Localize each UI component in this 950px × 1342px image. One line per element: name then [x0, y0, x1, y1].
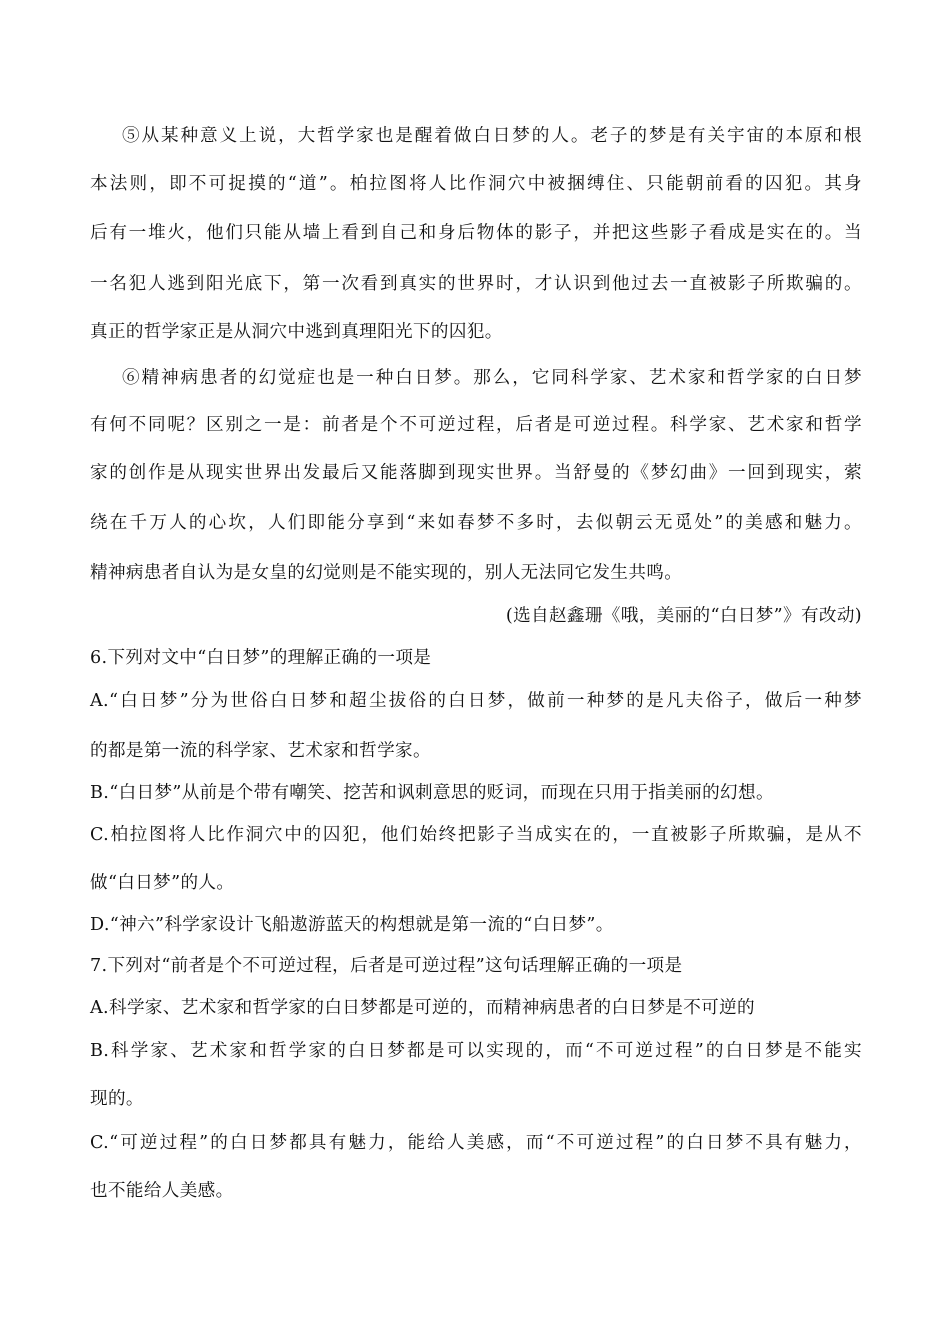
paragraph-5-line: 后有一堆火，他们只能从墙上看到自己和身后物体的影子，并把这些影子看成是实在的。当 — [90, 223, 862, 243]
question-7-option-b: B.科学家、艺术家和哲学家的白日梦都是可以实现的，而“不可逆过程”的白日梦是不能实 — [90, 1041, 862, 1061]
question-7-option-a: A.科学家、艺术家和哲学家的白日梦都是可逆的，而精神病患者的白日梦是不可逆的 — [90, 998, 755, 1018]
paragraph-6-line: 有何不同呢？区别之一是：前者是个不可逆过程，后者是可逆过程。科学家、艺术家和哲学 — [90, 415, 862, 435]
paragraph-5-line: 一名犯人逃到阳光底下，第一次看到真实的世界时，才认识到他过去一直被影子所欺骗的。 — [90, 274, 862, 294]
paragraph-6-line: 精神病患者自认为是女皇的幻觉则是不能实现的，别人无法同它发生共鸣。 — [90, 563, 683, 583]
question-6-option-d: D.“神六”科学家设计飞船遨游蓝天的构想就是第一流的“白日梦”。 — [90, 915, 614, 935]
question-6-option-c: C.柏拉图将人比作洞穴中的囚犯，他们始终把影子当成实在的，一直被影子所欺骗，是从不 — [90, 825, 862, 845]
question-6-option-a: A.“白日梦”分为世俗白日梦和超尘拔俗的白日梦，做前一种梦的是凡夫俗子，做后一种梦 — [90, 691, 862, 711]
paragraph-6-line: 家的创作是从现实世界出发最后又能落脚到现实世界。当舒曼的《梦幻曲》一回到现实，萦 — [90, 463, 862, 483]
question-6-option-a-cont: 的都是第一流的科学家、艺术家和哲学家。 — [90, 741, 431, 761]
question-6-stem: 6.下列对文中“白日梦”的理解正确的一项是 — [90, 648, 432, 668]
paragraph-6-line: ⑥精神病患者的幻觉症也是一种白日梦。那么，它同科学家、艺术家和哲学家的白日梦 — [122, 368, 862, 388]
question-7-option-c-cont: 也不能给人美感。 — [90, 1181, 234, 1201]
question-7-option-b-cont: 现的。 — [90, 1089, 144, 1109]
paragraph-5-line: 本法则，即不可捉摸的“道”。柏拉图将人比作洞穴中被捆缚住、只能朝前看的囚犯。其身 — [90, 174, 862, 194]
question-6-option-b: B.“白日梦”从前是个带有嘲笑、挖苦和讽刺意思的贬词，而现在只用于指美丽的幻想。 — [90, 783, 774, 803]
question-6-option-c-cont: 做“白日梦”的人。 — [90, 873, 235, 893]
question-7-stem: 7.下列对“前者是个不可逆过程，后者是可逆过程”这句话理解正确的一项是 — [90, 956, 683, 976]
paragraph-5-line: 真正的哲学家正是从洞穴中逃到真理阳光下的囚犯。 — [90, 322, 503, 342]
question-7-option-c: C.“可逆过程”的白日梦都具有魅力，能给人美感，而“不可逆过程”的白日梦不具有魅力， — [90, 1133, 862, 1153]
source-citation: (选自赵鑫珊《哦，美丽的“白日梦”》有改动) — [505, 606, 862, 626]
paragraph-5-line: ⑤从某种意义上说，大哲学家也是醒着做白日梦的人。老子的梦是有关宇宙的本原和根 — [122, 126, 862, 146]
paragraph-6-line: 绕在千万人的心坎，人们即能分享到“来如春梦不多时，去似朝云无觅处”的美感和魅力。 — [90, 513, 862, 533]
